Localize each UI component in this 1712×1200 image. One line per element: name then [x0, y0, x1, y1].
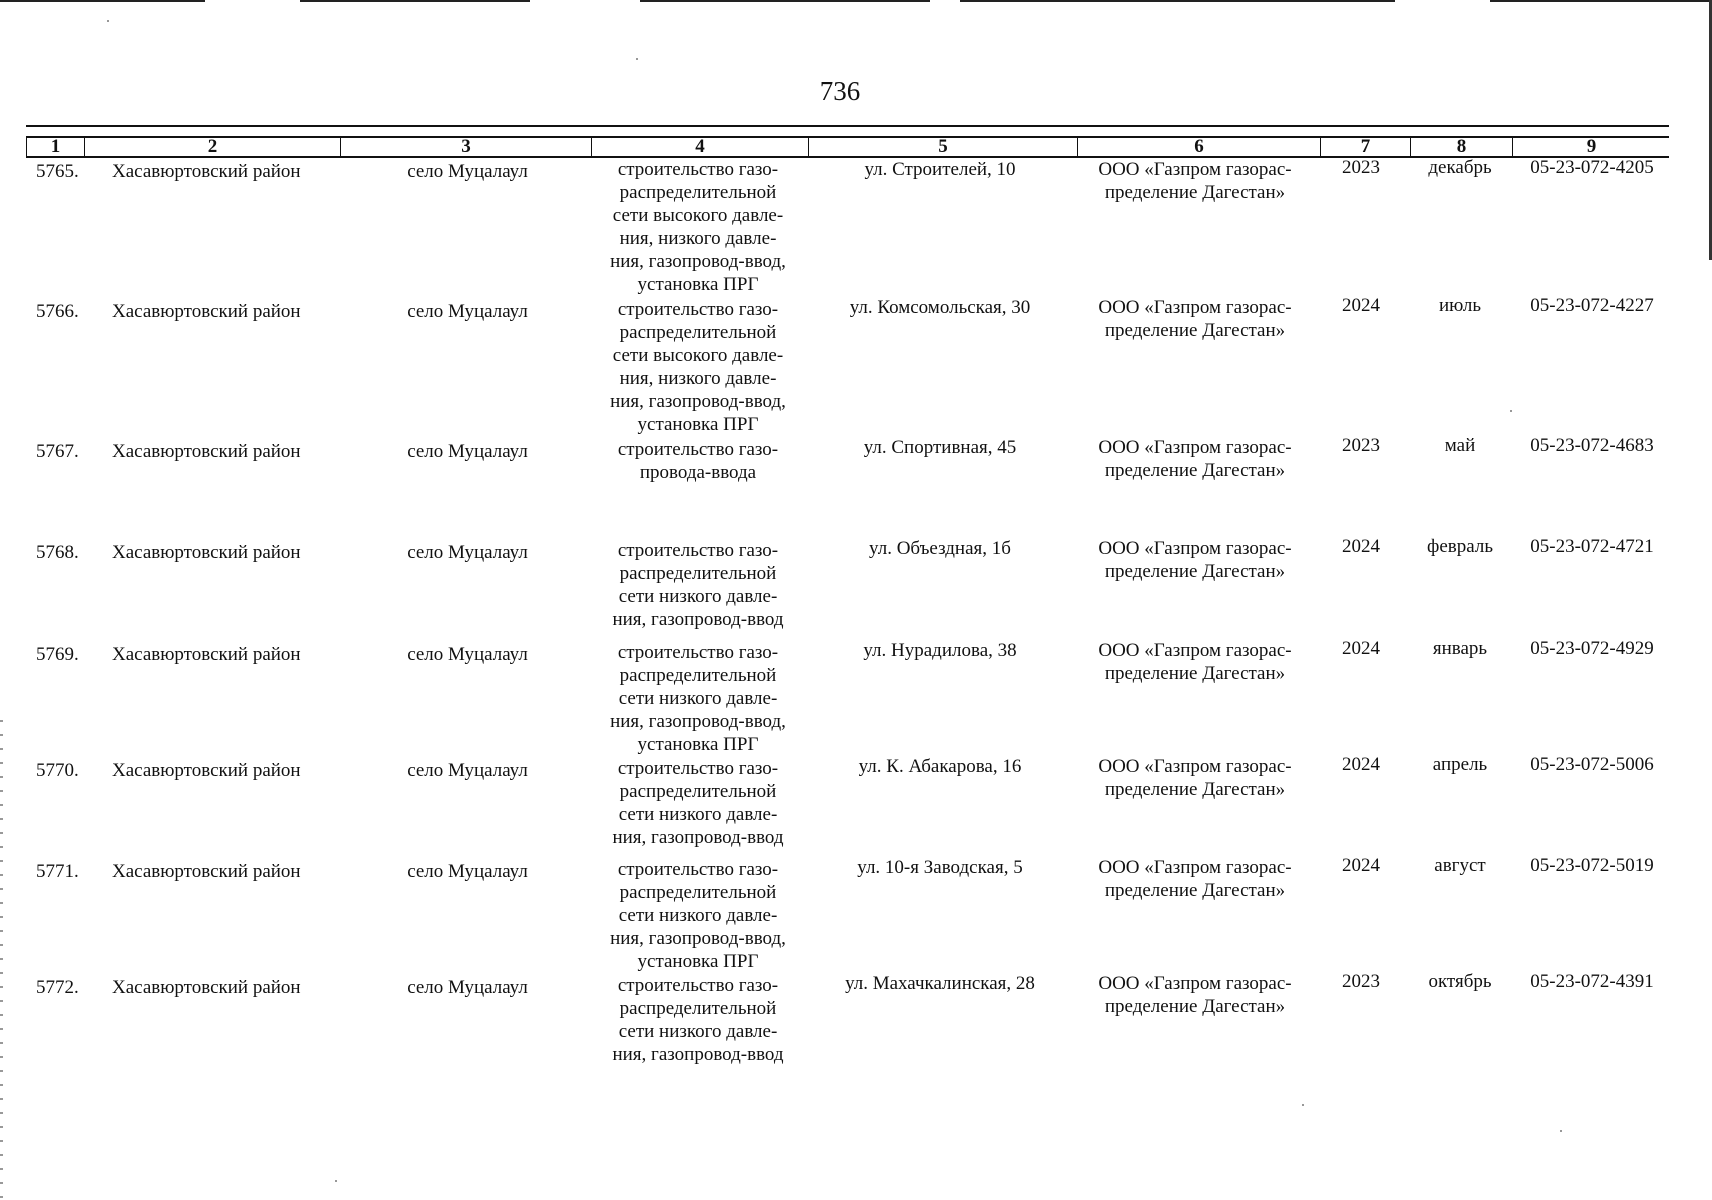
work-line: распределительной	[619, 882, 777, 903]
work-description	[588, 757, 808, 849]
code: 05-23-072-4721	[1530, 536, 1654, 557]
row-number: 5765.	[36, 161, 79, 182]
row-number: 5769.	[36, 644, 79, 665]
code: 05-23-072-4227	[1530, 295, 1654, 316]
scan-left-edge	[0, 720, 3, 1200]
column-number: 9	[1512, 138, 1670, 156]
row-number: 5770.	[36, 760, 79, 781]
scan-top-line	[0, 0, 205, 2]
address: ул. К. Абакарова, 16	[858, 756, 1022, 777]
work-line: ния, газопровод-ввод	[612, 827, 784, 848]
locality: село Муцалаул	[407, 441, 528, 462]
work-description	[588, 539, 808, 631]
month: апрель	[1432, 754, 1488, 775]
scan-speck	[107, 20, 109, 22]
work-line: распределительной	[619, 781, 777, 802]
work-line: сети низкого давле-	[618, 905, 778, 926]
work-line: провода-ввода	[639, 462, 757, 483]
code: 05-23-072-5019	[1530, 855, 1654, 876]
organization	[1080, 856, 1310, 902]
work-line: сети низкого давле-	[618, 586, 778, 607]
column-header	[26, 136, 1669, 158]
address: ул. Нурадилова, 38	[863, 640, 1017, 661]
column-number: 5	[808, 138, 1077, 156]
district: Хасавюртовский район	[112, 644, 301, 665]
work-line: сети высокого давле-	[612, 345, 784, 366]
year: 2024	[1342, 295, 1380, 316]
district: Хасавюртовский район	[112, 542, 301, 563]
work-line: установка ПРГ	[637, 274, 759, 295]
address: ул. Объездная, 1б	[869, 538, 1011, 559]
work-line: сети низкого давле-	[618, 804, 778, 825]
org-line: пределение Дагестан»	[1104, 880, 1286, 901]
district: Хасавюртовский район	[112, 161, 301, 182]
work-description	[588, 298, 808, 436]
scan-top-line	[1490, 0, 1712, 2]
work-line: строительство газо-	[617, 439, 779, 460]
month: октябрь	[1428, 971, 1492, 992]
row-number: 5767.	[36, 441, 79, 462]
work-line: установка ПРГ	[637, 951, 759, 972]
work-line: ния, газопровод-ввод,	[610, 928, 786, 949]
address: ул. Махачкалинская, 28	[845, 973, 1035, 994]
work-line: ния, газопровод-ввод,	[610, 391, 786, 412]
month: август	[1434, 855, 1486, 876]
address: ул. Строителей, 10	[864, 159, 1016, 180]
month: январь	[1432, 638, 1488, 659]
year: 2023	[1342, 435, 1380, 456]
work-line: строительство газо-	[617, 299, 779, 320]
org-line: ООО «Газпром газорас-	[1098, 437, 1292, 458]
work-description	[588, 858, 808, 973]
address: ул. Комсомольская, 30	[849, 297, 1031, 318]
column-number: 4	[591, 138, 808, 156]
column-number: 7	[1320, 138, 1410, 156]
work-line: распределительной	[619, 182, 777, 203]
district: Хасавюртовский район	[112, 977, 301, 998]
column-number: 3	[340, 138, 591, 156]
scan-speck	[335, 1180, 337, 1182]
work-line: сети высокого давле-	[612, 205, 784, 226]
locality: село Муцалаул	[407, 301, 528, 322]
column-number: 8	[1410, 138, 1512, 156]
locality: село Муцалаул	[407, 542, 528, 563]
district: Хасавюртовский район	[112, 861, 301, 882]
org-line: пределение Дагестан»	[1104, 561, 1286, 582]
work-description	[588, 438, 808, 484]
locality: село Муцалаул	[407, 760, 528, 781]
district: Хасавюртовский район	[112, 760, 301, 781]
scan-top-line	[300, 0, 530, 2]
year: 2024	[1342, 754, 1380, 775]
org-line: пределение Дагестан»	[1104, 779, 1286, 800]
row-number: 5771.	[36, 861, 79, 882]
work-line: распределительной	[619, 322, 777, 343]
month: февраль	[1427, 536, 1493, 557]
org-line: ООО «Газпром газорас-	[1098, 857, 1292, 878]
org-line: пределение Дагестан»	[1104, 996, 1286, 1017]
scan-top-line	[640, 0, 930, 2]
code: 05-23-072-5006	[1530, 754, 1654, 775]
org-line: пределение Дагестан»	[1104, 182, 1286, 203]
scan-speck	[636, 58, 638, 60]
organization	[1080, 436, 1310, 482]
work-line: строительство газо-	[617, 159, 779, 180]
year: 2024	[1342, 638, 1380, 659]
org-line: ООО «Газпром газорас-	[1098, 297, 1292, 318]
code: 05-23-072-4929	[1530, 638, 1654, 659]
org-line: ООО «Газпром газорас-	[1098, 973, 1292, 994]
organization	[1080, 755, 1310, 801]
month: май	[1444, 435, 1476, 456]
work-line: ния, низкого давле-	[619, 368, 777, 389]
work-description	[588, 641, 808, 756]
work-description	[588, 158, 808, 296]
org-line: пределение Дагестан»	[1104, 320, 1286, 341]
year: 2024	[1342, 536, 1380, 557]
work-line: установка ПРГ	[637, 734, 759, 755]
organization	[1080, 296, 1310, 342]
work-line: распределительной	[619, 665, 777, 686]
year: 2024	[1342, 855, 1380, 876]
org-line: ООО «Газпром газорас-	[1098, 159, 1292, 180]
org-line: ООО «Газпром газорас-	[1098, 640, 1292, 661]
locality: село Муцалаул	[407, 644, 528, 665]
work-line: ния, газопровод-ввод	[612, 1044, 784, 1065]
organization	[1080, 972, 1310, 1018]
organization	[1080, 537, 1310, 583]
work-line: строительство газо-	[617, 975, 779, 996]
month: декабрь	[1428, 157, 1492, 178]
year: 2023	[1342, 971, 1380, 992]
column-number: 6	[1077, 138, 1320, 156]
address: ул. 10-я Заводская, 5	[857, 857, 1023, 878]
work-line: строительство газо-	[617, 758, 779, 779]
work-line: распределительной	[619, 998, 777, 1019]
year: 2023	[1342, 157, 1380, 178]
locality: село Муцалаул	[407, 161, 528, 182]
code: 05-23-072-4205	[1530, 157, 1654, 178]
page-number: 736	[819, 76, 861, 106]
organization	[1080, 158, 1310, 204]
district: Хасавюртовский район	[112, 301, 301, 322]
month: июль	[1438, 295, 1482, 316]
work-line: распределительной	[619, 563, 777, 584]
scan-speck	[1560, 1130, 1562, 1132]
row-number: 5768.	[36, 542, 79, 563]
work-line: строительство газо-	[617, 642, 779, 663]
work-line: строительство газо-	[617, 540, 779, 561]
org-line: ООО «Газпром газорас-	[1098, 538, 1292, 559]
code: 05-23-072-4391	[1530, 971, 1654, 992]
row-number: 5772.	[36, 977, 79, 998]
work-line: установка ПРГ	[637, 414, 759, 435]
work-line: строительство газо-	[617, 859, 779, 880]
work-description	[588, 974, 808, 1066]
work-line: ния, газопровод-ввод,	[610, 251, 786, 272]
org-line: пределение Дагестан»	[1104, 663, 1286, 684]
work-line: ния, газопровод-ввод,	[610, 711, 786, 732]
org-line: пределение Дагестан»	[1104, 460, 1286, 481]
code: 05-23-072-4683	[1530, 435, 1654, 456]
org-line: ООО «Газпром газорас-	[1098, 756, 1292, 777]
column-number: 1	[26, 138, 84, 156]
column-number: 2	[84, 138, 340, 156]
address: ул. Спортивная, 45	[863, 437, 1017, 458]
scan-speck	[1302, 1104, 1304, 1106]
scan-speck	[1510, 410, 1512, 412]
scan-top-line	[960, 0, 1395, 2]
work-line: сети низкого давле-	[618, 688, 778, 709]
work-line: сети низкого давле-	[618, 1021, 778, 1042]
district: Хасавюртовский район	[112, 441, 301, 462]
locality: село Муцалаул	[407, 861, 528, 882]
row-number: 5766.	[36, 301, 79, 322]
organization	[1080, 639, 1310, 685]
header-top-rule	[26, 125, 1669, 127]
work-line: ния, газопровод-ввод	[612, 609, 784, 630]
locality: село Муцалаул	[407, 977, 528, 998]
work-line: ния, низкого давле-	[619, 228, 777, 249]
